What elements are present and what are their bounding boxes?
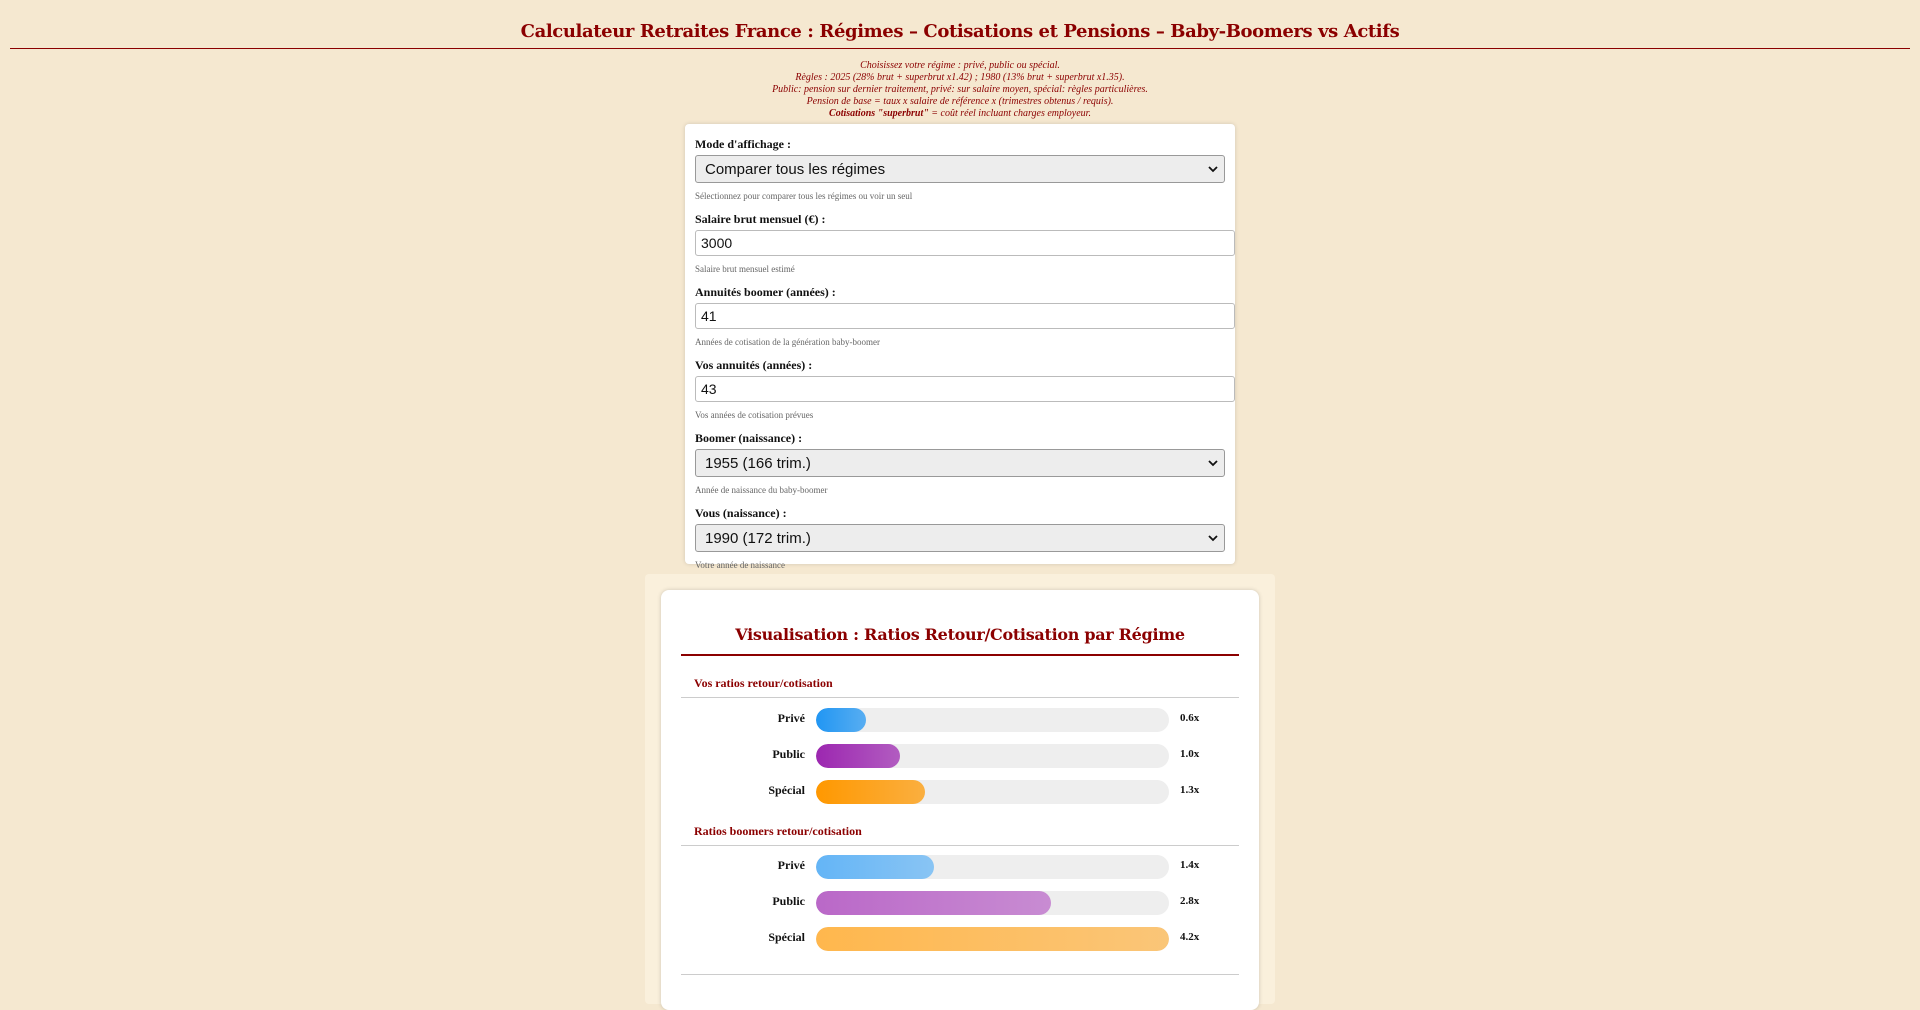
bar-fill	[816, 780, 925, 804]
boomer-ratios-title: Ratios boomers retour/cotisation	[694, 824, 862, 838]
bar-value: 2.8x	[1180, 895, 1200, 907]
intro-line: Public: pension sur dernier traitement, privé: sur salaire moyen, spécial: règles particulières.	[772, 84, 1148, 95]
visualization-title-divider	[681, 654, 1239, 656]
boomer-annuities-input[interactable]: 41	[695, 303, 1235, 329]
chevron-down-icon	[1208, 533, 1218, 543]
visualization-panel	[645, 574, 1275, 1004]
visualization-title: Visualisation : Ratios Retour/Cotisation par Régime	[735, 625, 1185, 644]
salary-label: Salaire brut mensuel (€) :	[695, 212, 826, 226]
bar-value: 0.6x	[1180, 712, 1200, 724]
mode-select[interactable]	[695, 155, 1225, 183]
boomer-birth-select-value: 1955 (166 trim.)	[705, 454, 811, 472]
bar-fill	[816, 855, 934, 879]
settings-form	[685, 124, 1235, 570]
bar-track	[816, 891, 1169, 915]
intro-line: Choisissez votre régime : privé, public ou spécial.	[860, 60, 1060, 71]
bar-track	[816, 780, 1169, 804]
your-annuities-input[interactable]: 43	[695, 376, 1235, 402]
your-ratios-title: Vos ratios retour/cotisation	[694, 676, 833, 690]
title-divider	[10, 48, 1910, 49]
mode-hint: Sélectionnez pour comparer tous les régimes ou voir un seul	[695, 191, 913, 201]
boomer-annuities-label: Annuités boomer (années) :	[695, 285, 836, 299]
bar-label: Spécial	[768, 930, 805, 944]
intro-bold-term: Cotisations "superbrut"	[829, 108, 929, 119]
chevron-down-icon	[1208, 164, 1218, 174]
ratio-bar-row	[681, 742, 1239, 766]
chevron-down-icon	[1208, 458, 1218, 468]
bar-value: 1.3x	[1180, 784, 1200, 796]
boomer-birth-hint: Année de naissance du baby-boomer	[695, 485, 828, 495]
intro-line-rest: = coût réel incluant charges employeur.	[928, 108, 1091, 119]
ratio-bar-row	[681, 706, 1239, 730]
bar-track	[816, 927, 1169, 951]
bar-value: 4.2x	[1180, 931, 1200, 943]
section-divider	[681, 697, 1239, 698]
bar-label: Privé	[777, 711, 805, 725]
boomer-birth-select[interactable]	[695, 449, 1225, 477]
bar-track	[816, 855, 1169, 879]
intro-text	[0, 60, 1920, 120]
bar-value: 1.4x	[1180, 859, 1200, 871]
intro-line: Pension de base = taux x salaire de référence x (trimestres obtenus / requis).	[806, 96, 1114, 107]
page-title: Calculateur Retraites France : Régimes – Cotisations et Pensions – Baby-Boomers vs Actifs	[520, 21, 1400, 42]
visualization-card	[661, 590, 1259, 1010]
your-birth-select-value: 1990 (172 trim.)	[705, 529, 811, 547]
mode-label: Mode d'affichage :	[695, 137, 791, 151]
bar-value: 1.0x	[1180, 748, 1200, 760]
bar-label: Privé	[777, 858, 805, 872]
your-birth-label: Vous (naissance) :	[695, 506, 787, 520]
boomer-birth-label: Boomer (naissance) :	[695, 431, 803, 445]
your-annuities-hint: Vos années de cotisation prévues	[695, 410, 814, 420]
your-birth-select[interactable]	[695, 524, 1225, 552]
boomer-annuities-hint: Années de cotisation de la génération baby-boomer	[695, 337, 880, 347]
ratio-bar-row	[681, 853, 1239, 877]
your-annuities-label: Vos annuités (années) :	[695, 358, 813, 372]
ratio-bar-row	[681, 778, 1239, 802]
ratio-bar-row	[681, 925, 1239, 949]
bar-label: Public	[772, 894, 805, 908]
ratio-bar-row	[681, 889, 1239, 913]
bar-fill	[816, 708, 866, 732]
bar-track	[816, 744, 1169, 768]
bar-fill	[816, 927, 1169, 951]
salary-hint: Salaire brut mensuel estimé	[695, 264, 795, 274]
bar-fill	[816, 744, 900, 768]
bar-label: Public	[772, 747, 805, 761]
bar-fill	[816, 891, 1051, 915]
bar-label: Spécial	[768, 783, 805, 797]
section-divider	[681, 845, 1239, 846]
intro-line: Règles : 2025 (28% brut + superbrut x1.42) ; 1980 (13% brut + superbrut x1.35).	[795, 72, 1125, 83]
intro-line	[0, 108, 1920, 120]
your-birth-hint: Votre année de naissance	[695, 560, 786, 570]
bar-track	[816, 708, 1169, 732]
mode-select-value: Comparer tous les régimes	[705, 160, 886, 178]
salary-input[interactable]: 3000	[695, 230, 1235, 256]
section-divider	[681, 974, 1239, 975]
